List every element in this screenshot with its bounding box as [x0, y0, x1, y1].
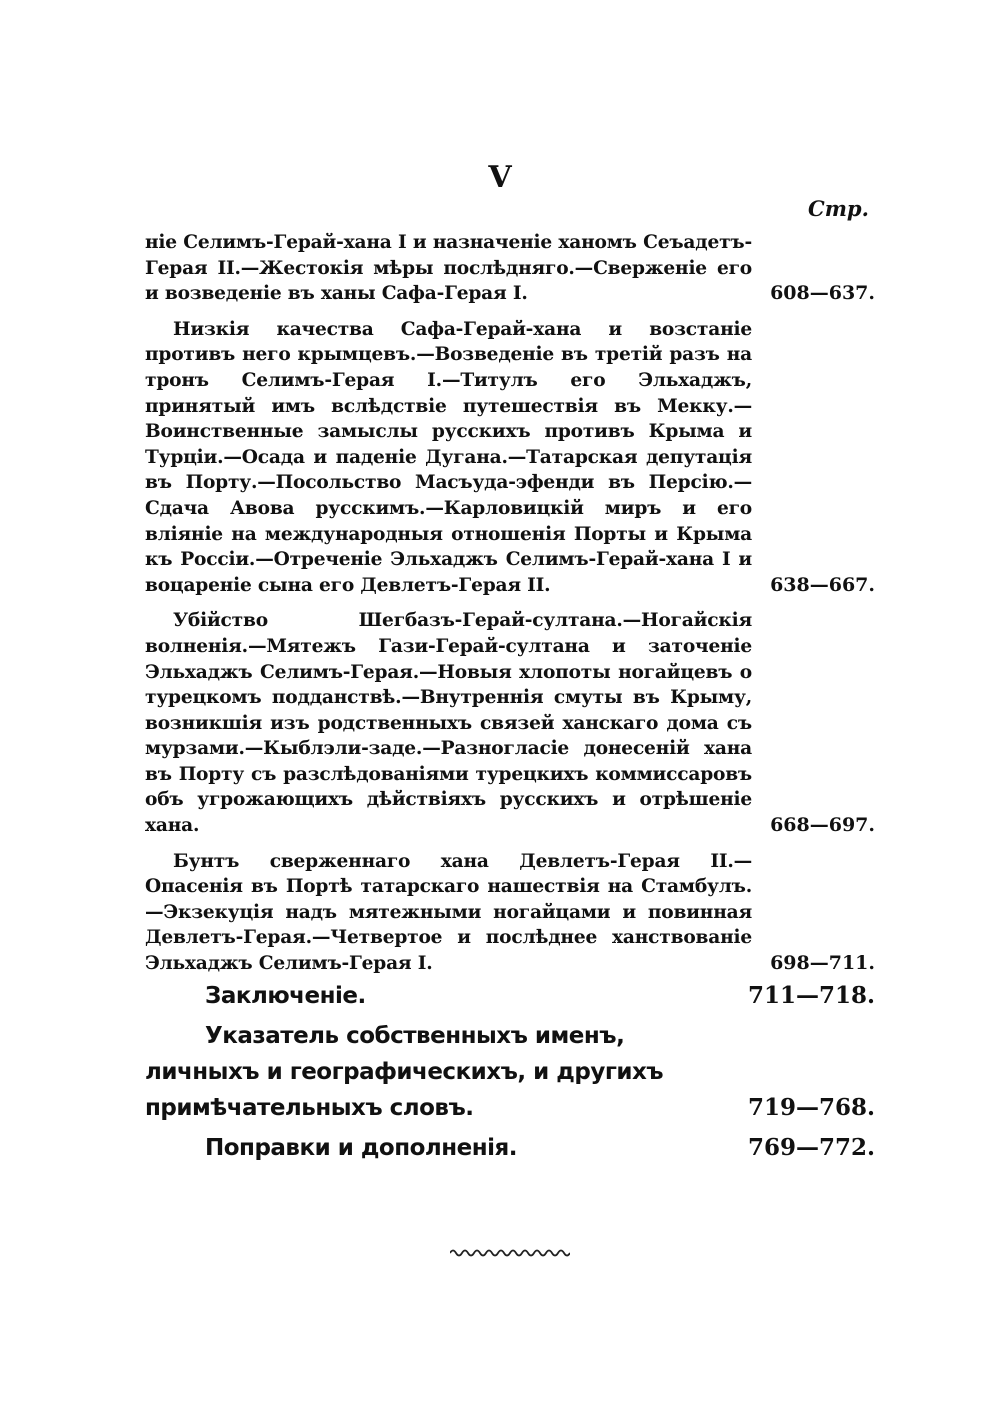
page-number: V: [488, 160, 512, 195]
toc-entry: [145, 230, 875, 307]
table-of-contents: [145, 230, 875, 987]
major-entry-pages: 719—768.: [747, 1094, 875, 1121]
page-column-header: Стр.: [808, 196, 869, 221]
toc-entry-text: ніе Селимъ-Герай-хана I и назначеніе ханомъ Сеъадетъ-Герая II.—Жестокія мѣры послѣдняго.—Сверженіе его и возведеніе въ ханы Сафа-Герая I.: [145, 232, 752, 305]
toc-entry-pages: 638—667.: [770, 573, 875, 596]
major-entry-conclusion: [145, 978, 875, 1014]
toc-entry-pages: 608—637.: [770, 282, 875, 305]
toc-entry-text: Убійство Шегбазъ-Герай-султана.—Ногайскія волненія.—Мятежъ Гази-Герай-султана и заточеніе Эльхаджъ Селимъ-Герая.—Новыя хлопоты ногайцевъ о турецкомъ подданствѣ.—Внутреннія смуты въ Крыму, возникшія изъ родственныхъ связей ханскаго дома съ мурзами.—Кыблэли-заде.—Разногласіе донесеній хана въ Порту съ разслѣдованіями турецкихъ коммиссаровъ объ угрожающихъ дѣйствіяхъ русскихъ и отрѣшеніе хана.: [145, 610, 752, 837]
wavy-ornament-icon: [450, 1247, 570, 1259]
major-entry-corrections: [145, 1130, 875, 1166]
major-entry-pages: 769—772.: [747, 1134, 875, 1161]
major-entry-text: Указатель собственныхъ именъ, личныхъ и географическихъ, и другихъ примѣчательныхъ словъ.: [145, 1023, 664, 1121]
major-entry-index: [145, 1018, 875, 1126]
major-entry-pages: 711—718.: [747, 982, 875, 1009]
toc-entry: [145, 849, 875, 977]
major-entry-text: Заключеніе.: [205, 983, 366, 1009]
major-entries: [145, 978, 875, 1170]
toc-entry: [145, 317, 875, 599]
major-entry-text: Поправки и дополненія.: [205, 1135, 518, 1161]
toc-entry-pages: 698—711.: [770, 952, 875, 975]
toc-entry-pages: 668—697.: [770, 814, 875, 837]
toc-entry-text: Бунтъ сверженнаго хана Девлетъ-Герая II.—Опасенія въ Портѣ татарскаго нашествія на Стамбулъ.—Экзекуція надъ мятежными ногайцами и повинная Девлетъ-Герая.—Четвертое и послѣднее ханствованіе Эльхаджъ Селимъ-Герая I.: [145, 850, 752, 975]
toc-entry-text: Низкія качества Сафа-Герай-хана и возстаніе противъ него крымцевъ.—Возведеніе въ третій разъ на тронъ Селимъ-Герая I.—Титулъ его Эльхаджъ, принятый имъ вслѣдствіе путешествія въ Мекку.—Воинственные замыслы русскихъ противъ Крыма и Турціи.—Осада и паденіе Дугана.—Татарская депутація въ Порту.—Посольство Масъуда-эфенди въ Персію.—Сдача Авова русскимъ.—Карловицкій миръ и его вліяніе на международныя отношенія Порты и Крыма къ Россіи.—Отреченіе Эльхаджъ Селимъ-Герай-хана I и воцареніе сына его Девлетъ-Герая II.: [145, 318, 752, 596]
toc-entry: [145, 608, 875, 838]
